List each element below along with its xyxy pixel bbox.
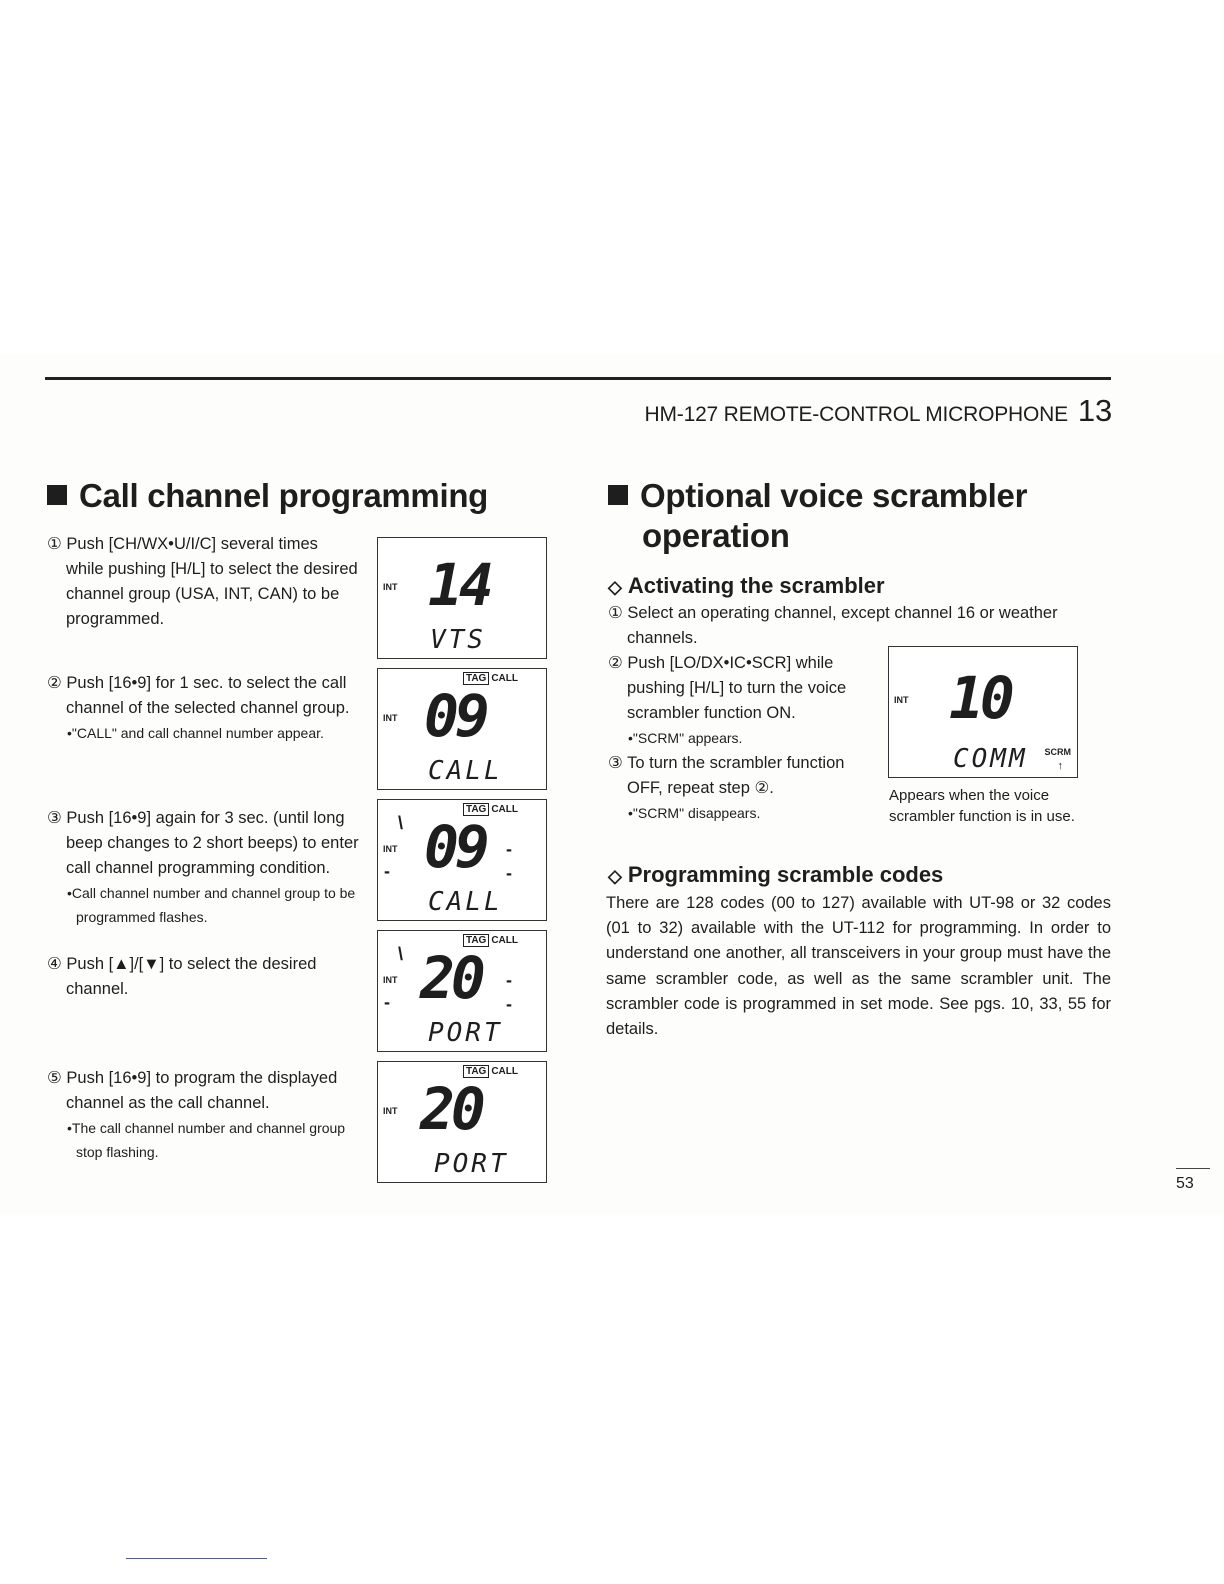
- flash-mark-icon: -: [506, 863, 512, 883]
- scrm-caption: Appears when the voice scrambler function is in use.: [889, 787, 1075, 825]
- diamond-bullet-icon: ◇: [608, 577, 622, 597]
- channel-number: 20: [420, 1075, 482, 1143]
- step-note: •The call channel number and channel group stop flashing.: [67, 1120, 346, 1160]
- diamond-bullet-icon: ◇: [608, 866, 622, 886]
- step-note: •"SCRM" appears.: [628, 730, 743, 746]
- tag-call-indicator: TAG CALL: [463, 673, 518, 684]
- channel-number: 09: [424, 813, 486, 881]
- square-bullet-icon: [47, 485, 67, 505]
- int-indicator: INT: [383, 975, 398, 985]
- flash-mark-icon: \: [398, 944, 404, 964]
- left-step-3: ③ Push [16•9] again for 3 sec. (until long beep changes to 2 short beeps) to enter call channel programming condition. •Call channel number and channel group to be programmed flashes.: [47, 806, 359, 929]
- section-number: 13: [1077, 393, 1112, 428]
- channel-number: 09: [424, 682, 486, 750]
- page-number-rule: [1176, 1168, 1210, 1169]
- pointer-arrow-icon: ↑: [1057, 760, 1063, 772]
- channel-label: PORT: [434, 1149, 509, 1179]
- lcd-display-2: [377, 668, 547, 790]
- flash-mark-icon: -: [506, 970, 512, 990]
- tag-call-indicator: TAG CALL: [463, 1066, 518, 1077]
- call-channel-heading: Call channel programming: [47, 476, 488, 516]
- lcd-display-1: [377, 537, 547, 659]
- step-note: •"SCRM" disappears.: [628, 805, 761, 821]
- lcd-display-scrambler: [888, 646, 1078, 778]
- step-note: •Call channel number and channel group to be programmed flashes.: [67, 885, 356, 925]
- square-bullet-icon: [608, 485, 628, 505]
- right-step-3: ③ To turn the scrambler function OFF, repeat step ②. •"SCRM" disappears.: [608, 751, 870, 825]
- right-step-2: ② Push [LO/DX•IC•SCR] while pushing [H/L] to turn the voice scrambler function ON. •"SCRM" appears.: [608, 651, 870, 750]
- int-indicator: INT: [383, 844, 398, 854]
- channel-number: 20: [420, 944, 482, 1012]
- channel-label: CALL: [428, 887, 503, 917]
- tag-call-indicator: TAG CALL: [463, 935, 518, 946]
- left-step-2: ② Push [16•9] for 1 sec. to select the call channel of the selected channel group. •"CALL" and call channel number appear.: [47, 671, 359, 745]
- int-indicator: INT: [383, 1106, 398, 1116]
- flash-mark-icon: -: [506, 839, 512, 859]
- left-step-5: ⑤ Push [16•9] to program the displayed channel as the call channel. •The call channel number and channel group stop flashing.: [47, 1066, 359, 1164]
- channel-number: 14: [428, 551, 490, 619]
- header-rule: [45, 377, 1111, 380]
- lcd-display-5: [377, 1061, 547, 1183]
- footer-rule: [126, 1558, 267, 1559]
- activating-heading: ◇ Activating the scrambler: [608, 573, 885, 598]
- flash-mark-icon: -: [384, 992, 390, 1012]
- flash-mark-icon: -: [506, 994, 512, 1014]
- channel-label: PORT: [428, 1018, 503, 1048]
- page-number: 53: [1176, 1175, 1194, 1192]
- flash-mark-icon: \: [398, 813, 404, 833]
- scrambler-heading: Optional voice scrambler operation: [608, 476, 1027, 556]
- scrm-indicator: SCRM: [1044, 747, 1071, 757]
- channel-label: COMM: [953, 744, 1028, 774]
- int-indicator: INT: [383, 582, 398, 592]
- right-step-1: ① Select an operating channel, except channel 16 or weather channels.: [608, 604, 1058, 647]
- channel-number: 10: [949, 664, 1011, 732]
- lcd-display-4: [377, 930, 547, 1052]
- running-header: [645, 393, 1112, 429]
- left-step-4: ④ Push [▲]/[▼] to select the desired channel.: [47, 955, 317, 998]
- channel-label: VTS: [430, 625, 486, 655]
- channel-label: CALL: [428, 756, 503, 786]
- flash-mark-icon: -: [384, 861, 390, 881]
- tag-call-indicator: TAG CALL: [463, 804, 518, 815]
- step-note: •"CALL" and call channel number appear.: [67, 725, 324, 741]
- int-indicator: INT: [894, 695, 909, 705]
- int-indicator: INT: [383, 713, 398, 723]
- lcd-display-3: [377, 799, 547, 921]
- header-title: HM-127 REMOTE-CONTROL MICROPHONE: [644, 403, 1068, 426]
- programming-body: There are 128 codes (00 to 127) available with UT-98 or 32 codes (01 to 32) available with the UT-112 for programming. In order to understand one another, all transceivers in your group must have the same scrambler code, as well as the same scrambler unit. The scrambler code is programmed in set mode. See pgs. 10, 33, 55 for details.: [606, 894, 1111, 1039]
- programming-heading: ◇ Programming scramble codes: [608, 862, 944, 887]
- left-step-1: ① Push [CH/WX•U/I/C] several times while pushing [H/L] to select the desired channel group (USA, INT, CAN) to be programmed.: [47, 535, 358, 628]
